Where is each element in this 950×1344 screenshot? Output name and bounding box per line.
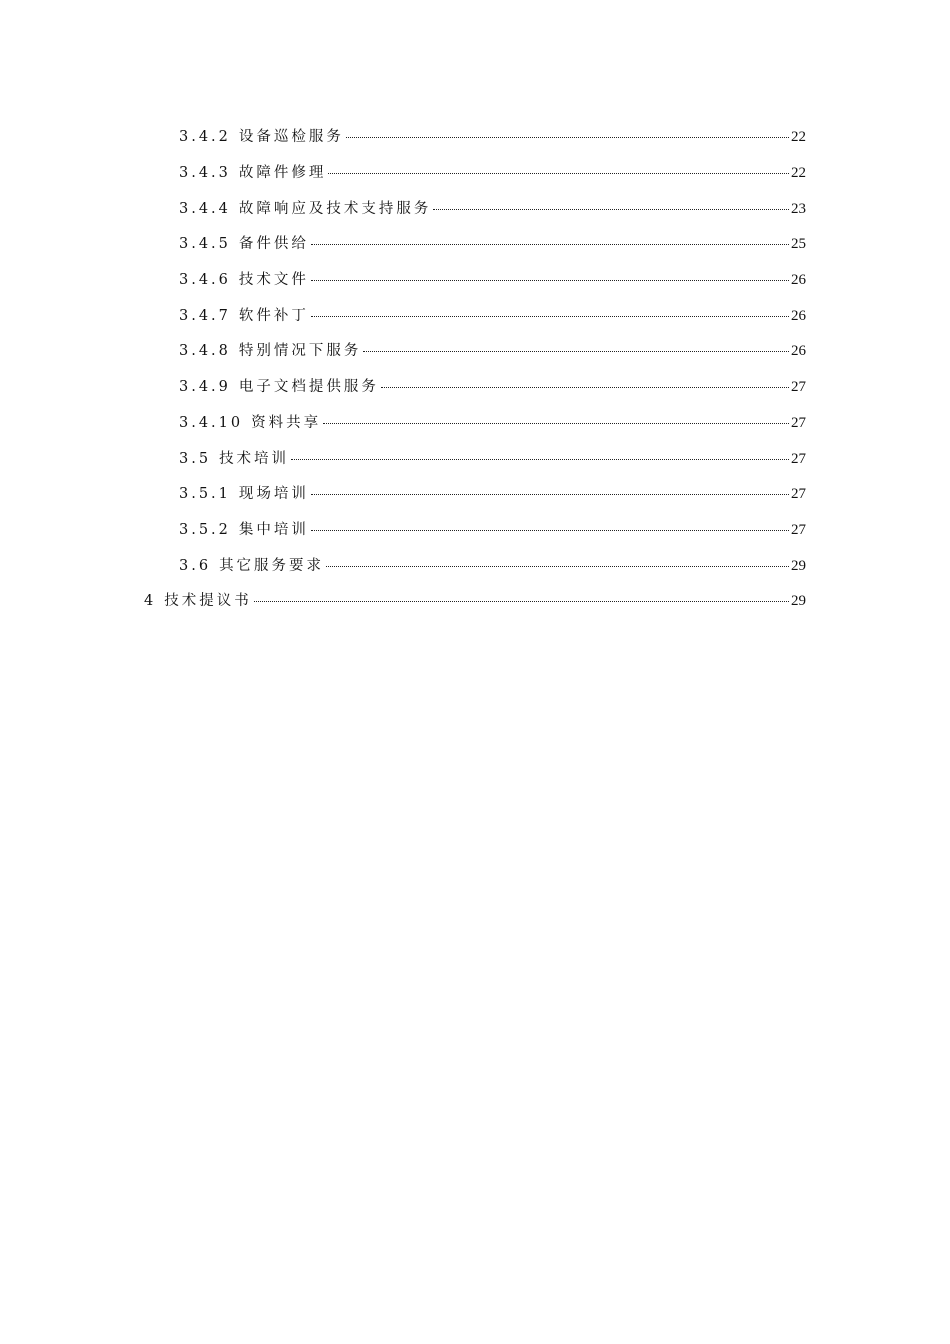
dot-leader [311, 316, 789, 317]
toc-entry-page: 26 [791, 343, 806, 360]
toc-entry-3-4-5[interactable] [0, 225, 950, 261]
toc-entry-page: 22 [791, 165, 806, 182]
toc-entry-title: 电子文档提供服务 [238, 379, 379, 396]
toc-entry-number: 3.4.6 [179, 272, 231, 289]
toc-entry-number: 3.4.2 [179, 129, 231, 146]
dot-leader [311, 280, 789, 281]
toc-entry-page: 25 [791, 236, 806, 253]
dot-leader [363, 351, 789, 352]
toc-entry-title: 备件供给 [238, 236, 309, 253]
toc-entry-3-4-4[interactable] [0, 189, 950, 225]
toc-entry-number: 3.4.9 [179, 379, 231, 396]
toc-entry-number: 3.4.4 [179, 200, 231, 217]
toc-entry-title: 现场培训 [238, 486, 309, 503]
toc-entry-number: 3.5 [179, 450, 212, 467]
toc-entry-number: 3.4.8 [179, 343, 231, 360]
toc-entry-number: 3.4.7 [179, 307, 231, 324]
toc-entry-number: 4 [144, 593, 157, 610]
toc-entry-number: 3.5.2 [179, 521, 231, 538]
toc-entry-3-4-7[interactable] [0, 296, 950, 332]
toc-entry-number: 3.5.1 [179, 486, 231, 503]
toc-entry-page: 27 [791, 486, 806, 503]
toc-entry-page: 29 [791, 557, 806, 574]
dot-leader [346, 137, 789, 138]
dot-leader [291, 459, 789, 460]
dot-leader [381, 387, 789, 388]
toc-entry-number: 3.4.10 [179, 414, 244, 431]
toc-entry-number: 3.6 [179, 557, 212, 574]
toc-entry-page: 27 [791, 450, 806, 467]
toc-entry-3-4-8[interactable] [0, 332, 950, 368]
toc-entry-3-5-1[interactable] [0, 475, 950, 511]
toc-entry-3-4-9[interactable] [0, 368, 950, 404]
toc-entry-title: 特别情况下服务 [238, 343, 362, 360]
toc-entry-page: 22 [791, 129, 806, 146]
dot-leader [311, 530, 789, 531]
toc-entry-3-4-2[interactable] [0, 118, 950, 154]
toc-entry-3-4-10[interactable] [0, 404, 950, 440]
toc-entry-title: 其它服务要求 [219, 557, 325, 574]
toc-entry-title: 故障件修理 [238, 165, 327, 182]
toc-entry-3-5-2[interactable] [0, 511, 950, 547]
toc-entry-number: 3.4.3 [179, 165, 231, 182]
toc-entry-page: 23 [791, 200, 806, 217]
dot-leader [433, 209, 789, 210]
toc-entry-title: 资料共享 [251, 414, 322, 431]
toc-entry-page: 27 [791, 379, 806, 396]
toc-entry-number: 3.4.5 [179, 236, 231, 253]
dot-leader [328, 173, 789, 174]
toc-entry-page: 26 [791, 272, 806, 289]
toc-entry-3-5[interactable] [0, 439, 950, 475]
toc-entry-3-4-3[interactable] [0, 154, 950, 190]
toc-entry-4[interactable] [0, 582, 950, 618]
toc-entry-3-6[interactable] [0, 546, 950, 582]
dot-leader [326, 566, 789, 567]
toc-entry-page: 26 [791, 307, 806, 324]
dot-leader [311, 244, 789, 245]
toc-entry-3-4-6[interactable] [0, 261, 950, 297]
toc-entry-title: 集中培训 [238, 521, 309, 538]
dot-leader [323, 423, 789, 424]
toc-entry-title: 技术提议书 [164, 593, 252, 610]
toc-entry-title: 技术培训 [219, 450, 290, 467]
toc-entry-page: 27 [791, 414, 806, 431]
toc-entry-title: 软件补丁 [238, 307, 309, 324]
dot-leader [311, 494, 789, 495]
toc-entry-page: 27 [791, 521, 806, 538]
toc-entry-page: 29 [791, 593, 806, 610]
toc-entry-title: 设备巡检服务 [238, 129, 344, 146]
dot-leader [254, 601, 789, 602]
toc-entry-title: 技术文件 [238, 272, 309, 289]
table-of-contents [0, 118, 950, 618]
toc-entry-title: 故障响应及技术支持服务 [238, 200, 432, 217]
